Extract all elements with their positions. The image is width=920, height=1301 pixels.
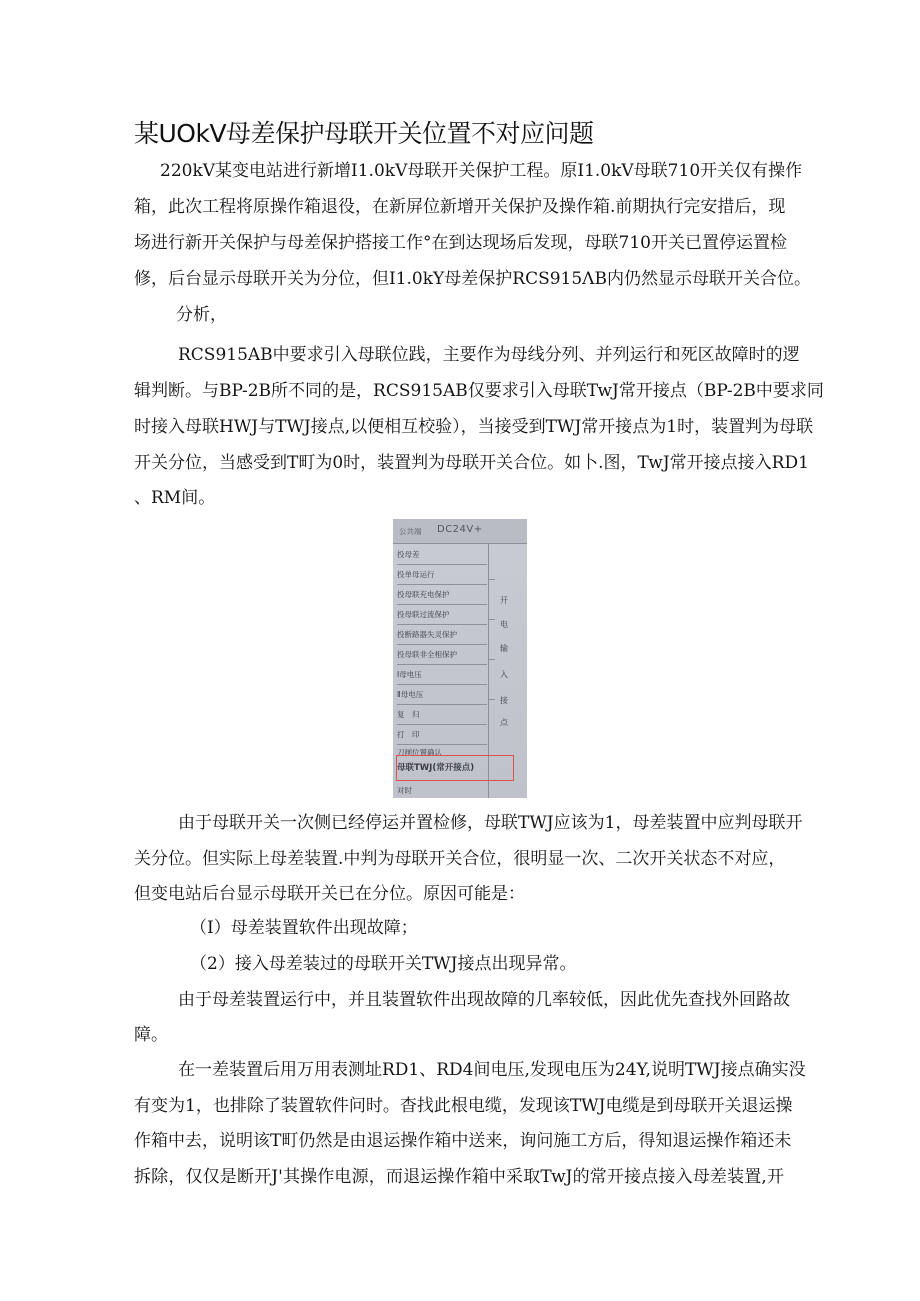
paragraph2-line: RCS915AB中要求引入母联位践，主要作为母线分列、并列运行和死区故障时的逻	[178, 345, 800, 365]
vertical-label-char: 开	[500, 596, 508, 605]
paragraph2-line: 时接入母联HWJ与TWJ接点,以便相互校验），当接受到TWJ常开接点为1时，装置判为母联	[134, 417, 814, 437]
vertical-label-char: 点	[500, 718, 508, 727]
panel-header-voltage: DC24V+	[437, 524, 483, 535]
terminal-label: 刀闸位置确认	[397, 748, 442, 757]
paragraph2-line: 、RM间。	[134, 488, 216, 508]
paragraph5-line: 在一差装置后用万用表测址RD1、RD4间电压,发现电压为24Y,说明TWJ接点确实没	[178, 1060, 806, 1080]
terminal-label: Ⅰ母电压	[397, 665, 487, 685]
highlight-box	[396, 755, 514, 781]
paragraph3-line: 但变电站后台显示母联开关已在分位。原因可能是：	[134, 884, 525, 904]
paragraph1-line: 220kV某变电站进行新增I1.0kV母联开关保护工程。原I1.0kV母联710开关仅有操作	[160, 161, 803, 181]
terminal-label: 投母联非全相保护	[397, 645, 487, 665]
paragraph4-line: 障。	[134, 1025, 168, 1045]
panel-tick	[489, 699, 495, 700]
terminal-label: 投断路器失灵保护	[397, 625, 487, 645]
analysis-label: 分析，	[176, 305, 227, 325]
terminal-label: Ⅱ母电压	[397, 685, 487, 705]
vertical-label-char: 入	[500, 670, 508, 679]
terminal-label-highlighted: 母联TWJ(常开接点)	[397, 763, 475, 773]
paragraph2-line: 开关分位，当感受到T町为0时，装置判为母联开关合位。如卜.图，TwJ常开接点接入RD1	[134, 453, 809, 473]
paragraph5-line: 有变为1，也排除了装置软件问时。杳找此根电缆，发现该TWJ电缆是到母联开关退运操	[134, 1096, 793, 1116]
terminal-label: 复 归	[397, 705, 487, 725]
terminal-label: 投母联充电保护	[397, 585, 487, 605]
terminal-label: 投母差	[397, 545, 487, 565]
vertical-label-char: 电	[500, 620, 508, 629]
paragraph3-line: 由于母联开关一次侧已经停运并置检修，母联TWJ应该为1，母差装置中应判母联开	[178, 813, 803, 833]
terminal-label: 投单母运行	[397, 565, 487, 585]
terminal-label: 对时	[397, 786, 412, 795]
paragraph1-line: 修，后台显示母联开关为分位，但I1.0kY母差保护RCS915ΛB内仍然显示母联开关合位。	[134, 269, 811, 289]
page-title: 某UOkV母差保护母联开关位置不对应问题	[134, 119, 594, 148]
panel-header	[393, 519, 527, 544]
paragraph1-line: 场进行新开关保护与母差保护搭接工作°在到达现场后发现，母联710开关已置停运置检	[134, 233, 787, 253]
cause-item-1: （I）母差装置软件出现故障；	[190, 918, 418, 938]
panel-tick	[489, 659, 495, 660]
paragraph5-line: 拆除，仅仅是断开J'其操作电源，而退运操作箱中采取TwJ的常开接点接入母差装置,开	[134, 1167, 784, 1187]
vertical-label-char: 接	[500, 696, 508, 705]
vertical-label-char: 输	[500, 644, 508, 653]
paragraph3-line: 关分位。但实际上母差装置.中判为母联开关合位，很明显一次、二次开关状态不对应，	[134, 849, 786, 869]
panel-tick	[489, 579, 495, 580]
cause-item-2: （2）接入母差装过的母联开关TWJ接点出现异常。	[190, 954, 577, 974]
terminal-panel-figure	[393, 519, 527, 798]
paragraph5-line: 作箱中去，说明该T町仍然是由退运操作箱中送来，询问施工方后，得知退运操作箱还未	[134, 1131, 792, 1151]
panel-tick	[489, 619, 495, 620]
paragraph4-line: 由于母差装置运行中，并且装置软件出现故障的几率较低，因此优先查找外回路故	[178, 990, 790, 1010]
paragraph2-line: 辑判断。与BP-2B所不同的是，RCS915AB仅要求引入母联TwJ常开接点（BP-2B中要求同	[134, 381, 824, 401]
panel-header-label: 公共端	[399, 527, 422, 536]
terminal-label: 投母联过流保护	[397, 605, 487, 625]
terminal-label: 打 印	[397, 725, 487, 745]
paragraph1-line: 箱，此次工程将原操作箱退役，在新屏位新增开关保护及操作箱.前期执行完安措后，现	[134, 197, 786, 217]
